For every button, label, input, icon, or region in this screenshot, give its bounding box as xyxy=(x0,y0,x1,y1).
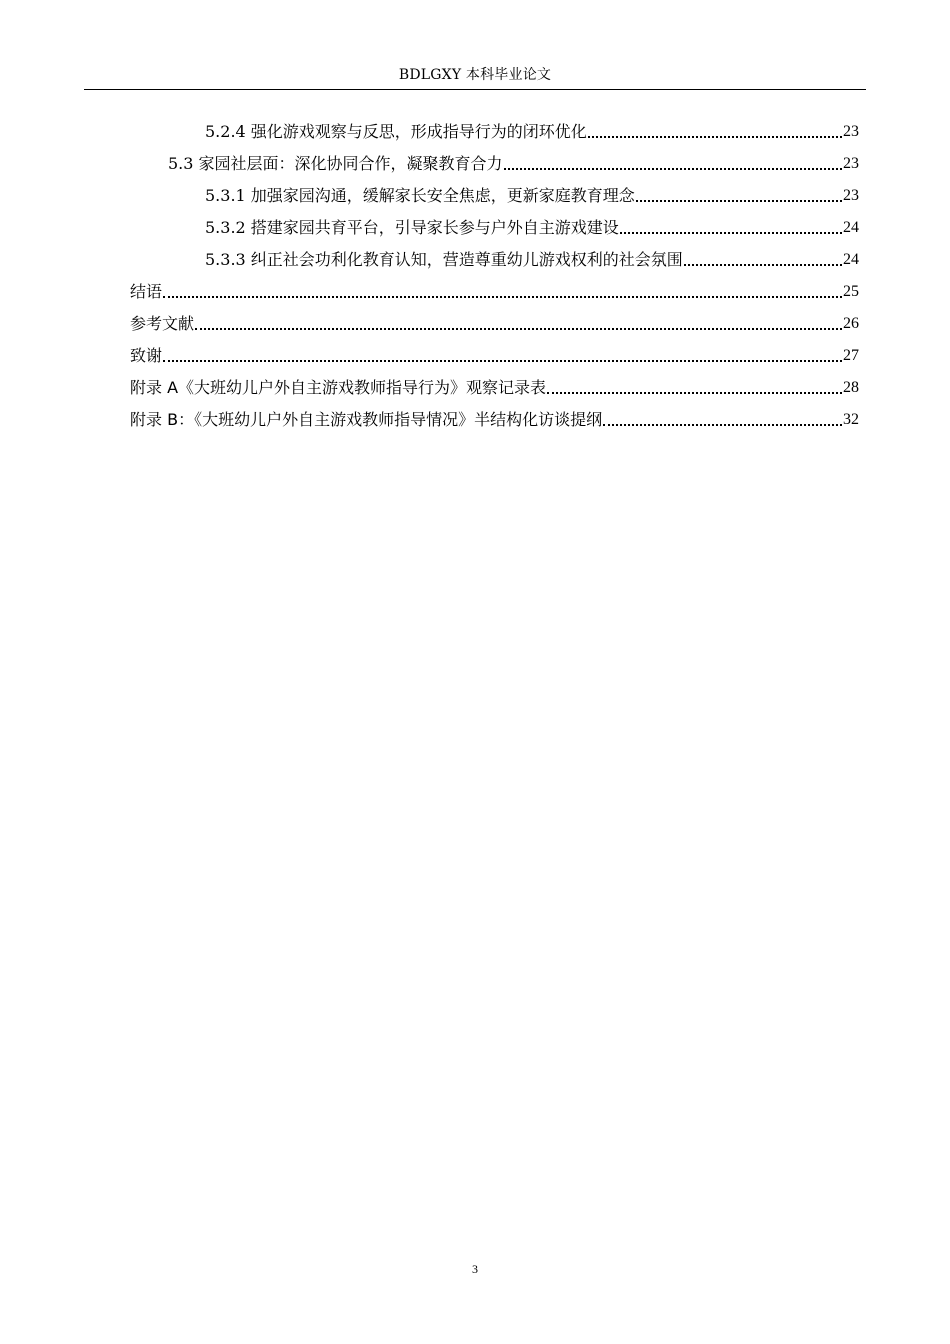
toc-page-number: 24 xyxy=(843,251,859,268)
toc-entry-appendix-a[interactable] xyxy=(130,374,859,398)
toc-entry-title: 5.3.3 纠正社会功利化教育认知，营造尊重幼儿游戏权利的社会氛围 xyxy=(205,250,683,269)
toc-dot-leader xyxy=(163,296,842,298)
toc-entry-5-3-2[interactable] xyxy=(205,214,859,238)
toc-entry-title: 致谢 xyxy=(130,346,163,365)
toc-dot-leader xyxy=(547,392,842,394)
toc-dot-leader xyxy=(195,328,842,330)
toc-entry-title: 参考文献 xyxy=(130,314,195,333)
toc-page-number: 23 xyxy=(843,123,859,140)
toc-dot-leader xyxy=(684,264,842,266)
toc-dot-leader xyxy=(163,360,842,362)
toc-entry-5-3[interactable] xyxy=(168,150,859,174)
toc-page-number: 25 xyxy=(843,283,859,300)
page-header: BDLGXY 本科毕业论文 xyxy=(398,67,552,83)
toc-entry-5-2-4[interactable] xyxy=(205,118,859,142)
toc-dot-leader xyxy=(620,232,842,234)
toc-dot-leader xyxy=(504,168,842,170)
toc-dot-leader xyxy=(603,424,842,426)
toc-entry-conclusion[interactable] xyxy=(130,278,859,302)
toc-entry-title: 附录 A《大班幼儿户外自主游戏教师指导行为》观察记录表 xyxy=(130,378,547,397)
page-number: 3 xyxy=(472,1262,478,1276)
toc-page-number: 27 xyxy=(843,347,859,364)
toc-entry-acknowledgements[interactable] xyxy=(130,342,859,366)
toc-dot-leader xyxy=(588,136,842,138)
toc-page-number: 23 xyxy=(843,155,859,172)
toc-entry-appendix-b[interactable] xyxy=(130,406,859,430)
toc-entry-title: 5.3.2 搭建家园共育平台，引导家长参与户外自主游戏建设 xyxy=(205,218,619,237)
toc-entry-title: 附录 B：《大班幼儿户外自主游戏教师指导情况》半结构化访谈提纲 xyxy=(130,410,603,429)
toc-entry-title: 5.3.1 加强家园沟通，缓解家长安全焦虑，更新家庭教育理念 xyxy=(205,186,635,205)
toc-entry-title: 结语 xyxy=(130,282,163,301)
toc-entry-references[interactable] xyxy=(130,310,859,334)
toc-entry-title: 5.2.4 强化游戏观察与反思，形成指导行为的闭环优化 xyxy=(205,122,587,141)
toc-page-number: 24 xyxy=(843,219,859,236)
toc-entry-5-3-3[interactable] xyxy=(205,246,859,270)
toc-page-number: 28 xyxy=(843,379,859,396)
toc-page-number: 26 xyxy=(843,315,859,332)
toc-entry-title: 5.3 家园社层面：深化协同合作，凝聚教育合力 xyxy=(168,154,503,173)
toc-page-number: 32 xyxy=(843,411,859,428)
toc-entry-5-3-1[interactable] xyxy=(205,182,859,206)
toc-page-number: 23 xyxy=(843,187,859,204)
toc-dot-leader xyxy=(636,200,842,202)
